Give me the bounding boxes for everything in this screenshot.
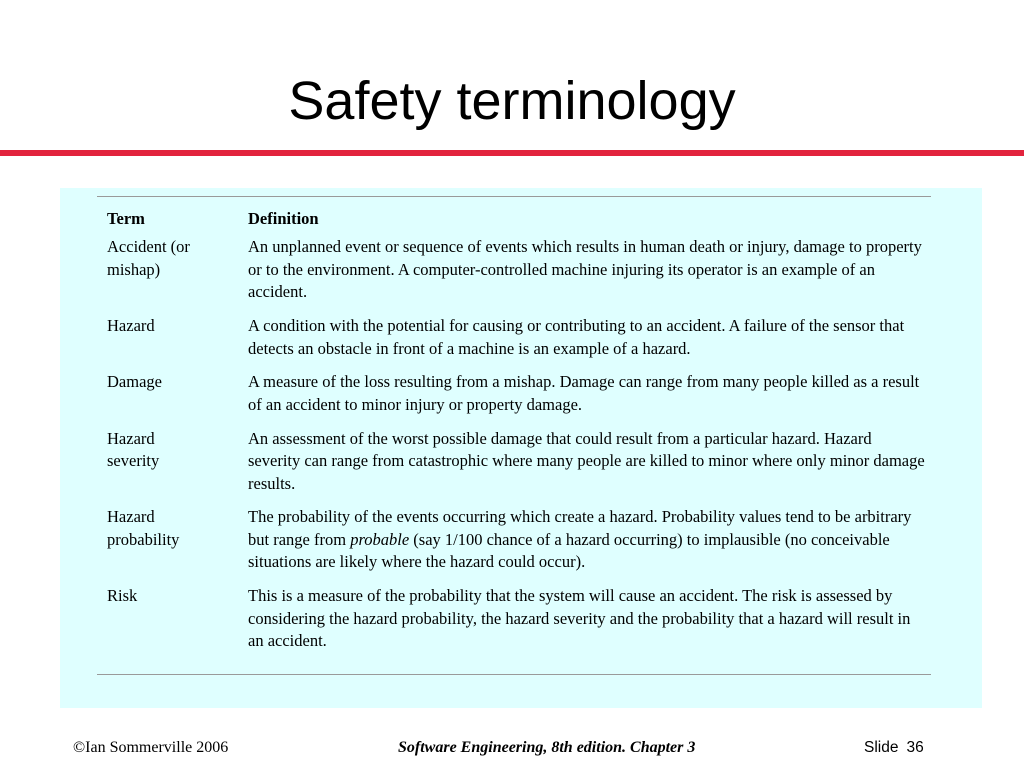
table-row xyxy=(107,585,927,652)
footer-copyright: ©Ian Sommerville 2006 xyxy=(73,739,229,756)
table-row xyxy=(107,315,927,360)
term-cell: Hazard probability xyxy=(107,507,180,549)
slide-label: Slide xyxy=(864,739,899,756)
definition-cell: A condition with the potential for causing or contributing to an accident. A failure of the sensor that detects an obstacle in front of a machine is an example of a hazard. xyxy=(248,316,905,358)
term-cell: Hazard xyxy=(107,316,155,336)
table-row xyxy=(107,506,927,573)
definition-cell: This is a measure of the probability that the system will cause an accident. The risk is assessed by considering the hazard probability, the hazard severity and the probability that a hazard will result in an accident. xyxy=(248,586,911,650)
footer-book-title: Software Engineering, 8th edition. Chapter 3 xyxy=(398,739,696,756)
table-bottom-rule xyxy=(97,674,931,675)
definition-emphasis: probable xyxy=(350,529,410,549)
table-row xyxy=(107,428,927,495)
term-cell: Hazard severity xyxy=(107,428,160,471)
term-cell: Accident (or mishap) xyxy=(107,237,190,279)
table-row xyxy=(107,371,927,416)
terminology-table xyxy=(107,208,927,664)
slide-title: Safety terminology xyxy=(288,71,736,131)
header-term: Term xyxy=(107,209,145,228)
table-top-rule xyxy=(97,196,931,197)
terminology-table-panel xyxy=(60,188,982,708)
table-header-row xyxy=(107,208,927,230)
footer-slide-number xyxy=(864,738,924,758)
term-cell: Risk xyxy=(107,586,138,606)
slide-number: 36 xyxy=(906,739,924,756)
definition-text: The probability of the events occurring which create a hazard. Probability values tend to be arbitrary but range from xyxy=(248,507,912,549)
term-cell: Damage xyxy=(107,372,162,392)
definition-text: (say 1/100 chance of a hazard occurring) to implausible (no conceivable situations are likely where the hazard could occur). xyxy=(248,529,890,572)
definition-cell: A measure of the loss resulting from a mishap. Damage can range from many people killed as a result of an accident to minor injury or property damage. xyxy=(248,372,920,414)
definition-cell: An unplanned event or sequence of events which results in human death or injury, damage to property or to the environment. A computer-controlled machine injuring its operator is an example of an accident. xyxy=(248,237,922,302)
table-row xyxy=(107,236,927,303)
title-divider xyxy=(0,150,1024,156)
definition-cell: An assessment of the worst possible damage that could result from a particular hazard. Hazard severity can range from catastrophic where many people are killed to minor where only minor damage results. xyxy=(248,428,925,493)
definition-cell xyxy=(248,506,927,573)
header-definition: Definition xyxy=(248,209,319,228)
